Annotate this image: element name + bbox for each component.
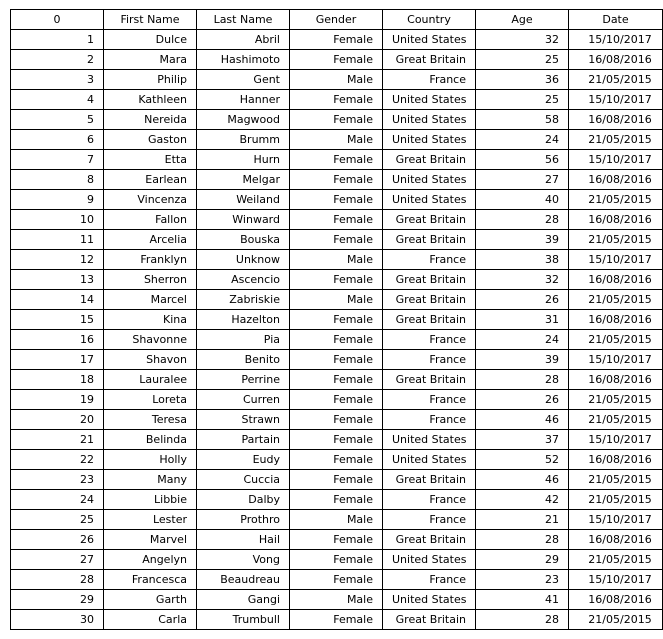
cell-country: France bbox=[383, 570, 476, 590]
cell-age: 25 bbox=[476, 90, 569, 110]
cell-gender: Male bbox=[290, 510, 383, 530]
cell-age: 28 bbox=[476, 210, 569, 230]
cell-last-name: Perrine bbox=[197, 370, 290, 390]
cell-gender: Female bbox=[290, 30, 383, 50]
cell-gender: Female bbox=[290, 310, 383, 330]
cell-index: 26 bbox=[11, 530, 104, 550]
cell-gender: Female bbox=[290, 570, 383, 590]
cell-first-name: Marvel bbox=[104, 530, 197, 550]
cell-index: 19 bbox=[11, 390, 104, 410]
table-row bbox=[11, 250, 663, 270]
cell-age: 37 bbox=[476, 430, 569, 450]
cell-gender: Female bbox=[290, 230, 383, 250]
cell-index: 4 bbox=[11, 90, 104, 110]
cell-date: 21/05/2015 bbox=[569, 130, 663, 150]
cell-country: Great Britain bbox=[383, 470, 476, 490]
table-row bbox=[11, 270, 663, 290]
cell-last-name: Gent bbox=[197, 70, 290, 90]
table-row bbox=[11, 170, 663, 190]
cell-age: 36 bbox=[476, 70, 569, 90]
header-age: Age bbox=[476, 10, 569, 30]
cell-gender: Female bbox=[290, 390, 383, 410]
cell-last-name: Winward bbox=[197, 210, 290, 230]
cell-age: 23 bbox=[476, 570, 569, 590]
cell-last-name: Ascencio bbox=[197, 270, 290, 290]
cell-date: 21/05/2015 bbox=[569, 610, 663, 630]
cell-index: 15 bbox=[11, 310, 104, 330]
cell-first-name: Loreta bbox=[104, 390, 197, 410]
cell-country: United States bbox=[383, 110, 476, 130]
cell-first-name: Lauralee bbox=[104, 370, 197, 390]
cell-country: United States bbox=[383, 90, 476, 110]
cell-age: 31 bbox=[476, 310, 569, 330]
cell-first-name: Shavonne bbox=[104, 330, 197, 350]
cell-index: 23 bbox=[11, 470, 104, 490]
cell-first-name: Philip bbox=[104, 70, 197, 90]
table-row bbox=[11, 490, 663, 510]
cell-date: 16/08/2016 bbox=[569, 530, 663, 550]
cell-country: Great Britain bbox=[383, 210, 476, 230]
table-row bbox=[11, 90, 663, 110]
cell-last-name: Zabriskie bbox=[197, 290, 290, 310]
cell-date: 21/05/2015 bbox=[569, 550, 663, 570]
table-row bbox=[11, 150, 663, 170]
cell-age: 26 bbox=[476, 390, 569, 410]
cell-last-name: Beaudreau bbox=[197, 570, 290, 590]
cell-index: 3 bbox=[11, 70, 104, 90]
cell-gender: Female bbox=[290, 610, 383, 630]
cell-country: United States bbox=[383, 430, 476, 450]
cell-gender: Female bbox=[290, 530, 383, 550]
cell-country: France bbox=[383, 390, 476, 410]
table-row bbox=[11, 190, 663, 210]
cell-last-name: Prothro bbox=[197, 510, 290, 530]
cell-last-name: Hurn bbox=[197, 150, 290, 170]
cell-date: 15/10/2017 bbox=[569, 430, 663, 450]
cell-last-name: Bouska bbox=[197, 230, 290, 250]
cell-index: 30 bbox=[11, 610, 104, 630]
table-row bbox=[11, 310, 663, 330]
table-header-row bbox=[11, 10, 663, 30]
cell-first-name: Fallon bbox=[104, 210, 197, 230]
cell-date: 15/10/2017 bbox=[569, 250, 663, 270]
cell-index: 17 bbox=[11, 350, 104, 370]
cell-last-name: Pia bbox=[197, 330, 290, 350]
cell-country: Great Britain bbox=[383, 370, 476, 390]
cell-index: 5 bbox=[11, 110, 104, 130]
cell-first-name: Angelyn bbox=[104, 550, 197, 570]
cell-gender: Female bbox=[290, 470, 383, 490]
cell-index: 16 bbox=[11, 330, 104, 350]
cell-gender: Female bbox=[290, 170, 383, 190]
cell-country: United States bbox=[383, 550, 476, 570]
cell-date: 21/05/2015 bbox=[569, 490, 663, 510]
cell-gender: Female bbox=[290, 410, 383, 430]
table-row bbox=[11, 550, 663, 570]
cell-first-name: Etta bbox=[104, 150, 197, 170]
cell-gender: Male bbox=[290, 590, 383, 610]
cell-first-name: Earlean bbox=[104, 170, 197, 190]
cell-country: France bbox=[383, 510, 476, 530]
cell-last-name: Melgar bbox=[197, 170, 290, 190]
header-gender: Gender bbox=[290, 10, 383, 30]
cell-gender: Female bbox=[290, 330, 383, 350]
cell-date: 15/10/2017 bbox=[569, 570, 663, 590]
cell-country: France bbox=[383, 410, 476, 430]
cell-date: 15/10/2017 bbox=[569, 510, 663, 530]
cell-date: 16/08/2016 bbox=[569, 370, 663, 390]
cell-gender: Female bbox=[290, 190, 383, 210]
cell-gender: Female bbox=[290, 210, 383, 230]
cell-last-name: Hail bbox=[197, 530, 290, 550]
cell-age: 28 bbox=[476, 530, 569, 550]
cell-age: 29 bbox=[476, 550, 569, 570]
cell-index: 28 bbox=[11, 570, 104, 590]
cell-last-name: Abril bbox=[197, 30, 290, 50]
cell-age: 40 bbox=[476, 190, 569, 210]
table-row bbox=[11, 230, 663, 250]
cell-first-name: Arcelia bbox=[104, 230, 197, 250]
cell-last-name: Brumm bbox=[197, 130, 290, 150]
cell-index: 9 bbox=[11, 190, 104, 210]
data-table bbox=[10, 9, 663, 630]
cell-first-name: Libbie bbox=[104, 490, 197, 510]
cell-gender: Male bbox=[290, 130, 383, 150]
cell-country: France bbox=[383, 330, 476, 350]
table-row bbox=[11, 210, 663, 230]
cell-age: 26 bbox=[476, 290, 569, 310]
cell-index: 21 bbox=[11, 430, 104, 450]
cell-date: 15/10/2017 bbox=[569, 350, 663, 370]
cell-index: 24 bbox=[11, 490, 104, 510]
table-body bbox=[11, 30, 663, 630]
cell-last-name: Trumbull bbox=[197, 610, 290, 630]
table-row bbox=[11, 610, 663, 630]
cell-first-name: Lester bbox=[104, 510, 197, 530]
cell-first-name: Sherron bbox=[104, 270, 197, 290]
cell-first-name: Kina bbox=[104, 310, 197, 330]
cell-gender: Male bbox=[290, 290, 383, 310]
cell-age: 32 bbox=[476, 270, 569, 290]
cell-age: 42 bbox=[476, 490, 569, 510]
cell-first-name: Teresa bbox=[104, 410, 197, 430]
cell-country: Great Britain bbox=[383, 310, 476, 330]
cell-country: United States bbox=[383, 450, 476, 470]
cell-country: Great Britain bbox=[383, 50, 476, 70]
cell-country: United States bbox=[383, 170, 476, 190]
cell-date: 16/08/2016 bbox=[569, 270, 663, 290]
cell-country: France bbox=[383, 70, 476, 90]
header-first-name: First Name bbox=[104, 10, 197, 30]
cell-index: 11 bbox=[11, 230, 104, 250]
cell-first-name: Francesca bbox=[104, 570, 197, 590]
cell-age: 39 bbox=[476, 230, 569, 250]
header-index: 0 bbox=[11, 10, 104, 30]
cell-country: United States bbox=[383, 590, 476, 610]
cell-gender: Female bbox=[290, 350, 383, 370]
cell-gender: Male bbox=[290, 70, 383, 90]
table-row bbox=[11, 590, 663, 610]
cell-date: 15/10/2017 bbox=[569, 90, 663, 110]
cell-country: United States bbox=[383, 130, 476, 150]
cell-gender: Female bbox=[290, 110, 383, 130]
cell-first-name: Nereida bbox=[104, 110, 197, 130]
cell-age: 38 bbox=[476, 250, 569, 270]
cell-gender: Female bbox=[290, 90, 383, 110]
table-row bbox=[11, 430, 663, 450]
cell-gender: Female bbox=[290, 490, 383, 510]
header-date: Date bbox=[569, 10, 663, 30]
cell-last-name: Vong bbox=[197, 550, 290, 570]
cell-index: 22 bbox=[11, 450, 104, 470]
cell-index: 12 bbox=[11, 250, 104, 270]
table-row bbox=[11, 70, 663, 90]
cell-country: France bbox=[383, 250, 476, 270]
cell-first-name: Garth bbox=[104, 590, 197, 610]
cell-index: 6 bbox=[11, 130, 104, 150]
cell-country: Great Britain bbox=[383, 270, 476, 290]
cell-date: 21/05/2015 bbox=[569, 390, 663, 410]
cell-date: 21/05/2015 bbox=[569, 230, 663, 250]
cell-index: 10 bbox=[11, 210, 104, 230]
cell-first-name: Shavon bbox=[104, 350, 197, 370]
table-row bbox=[11, 110, 663, 130]
cell-last-name: Dalby bbox=[197, 490, 290, 510]
cell-date: 16/08/2016 bbox=[569, 450, 663, 470]
cell-age: 24 bbox=[476, 130, 569, 150]
cell-gender: Female bbox=[290, 50, 383, 70]
cell-first-name: Vincenza bbox=[104, 190, 197, 210]
cell-first-name: Many bbox=[104, 470, 197, 490]
table-row bbox=[11, 30, 663, 50]
cell-age: 25 bbox=[476, 50, 569, 70]
table-row bbox=[11, 450, 663, 470]
cell-index: 13 bbox=[11, 270, 104, 290]
cell-gender: Female bbox=[290, 370, 383, 390]
cell-age: 21 bbox=[476, 510, 569, 530]
cell-age: 46 bbox=[476, 470, 569, 490]
cell-first-name: Mara bbox=[104, 50, 197, 70]
cell-country: Great Britain bbox=[383, 530, 476, 550]
cell-last-name: Weiland bbox=[197, 190, 290, 210]
cell-date: 16/08/2016 bbox=[569, 50, 663, 70]
table-row bbox=[11, 470, 663, 490]
cell-index: 8 bbox=[11, 170, 104, 190]
cell-first-name: Carla bbox=[104, 610, 197, 630]
cell-age: 46 bbox=[476, 410, 569, 430]
cell-date: 21/05/2015 bbox=[569, 410, 663, 430]
cell-gender: Male bbox=[290, 250, 383, 270]
cell-age: 58 bbox=[476, 110, 569, 130]
cell-first-name: Franklyn bbox=[104, 250, 197, 270]
cell-last-name: Eudy bbox=[197, 450, 290, 470]
cell-date: 15/10/2017 bbox=[569, 150, 663, 170]
table-row bbox=[11, 330, 663, 350]
cell-age: 32 bbox=[476, 30, 569, 50]
data-table-container bbox=[10, 9, 652, 630]
cell-index: 25 bbox=[11, 510, 104, 530]
cell-first-name: Gaston bbox=[104, 130, 197, 150]
cell-last-name: Curren bbox=[197, 390, 290, 410]
cell-last-name: Gangi bbox=[197, 590, 290, 610]
table-row bbox=[11, 390, 663, 410]
cell-index: 7 bbox=[11, 150, 104, 170]
table-row bbox=[11, 50, 663, 70]
cell-date: 16/08/2016 bbox=[569, 170, 663, 190]
table-row bbox=[11, 530, 663, 550]
table-row bbox=[11, 370, 663, 390]
cell-index: 14 bbox=[11, 290, 104, 310]
cell-age: 28 bbox=[476, 370, 569, 390]
cell-first-name: Kathleen bbox=[104, 90, 197, 110]
cell-country: United States bbox=[383, 30, 476, 50]
cell-date: 16/08/2016 bbox=[569, 310, 663, 330]
cell-first-name: Belinda bbox=[104, 430, 197, 450]
cell-country: Great Britain bbox=[383, 610, 476, 630]
table-row bbox=[11, 130, 663, 150]
cell-first-name: Marcel bbox=[104, 290, 197, 310]
cell-last-name: Partain bbox=[197, 430, 290, 450]
cell-date: 16/08/2016 bbox=[569, 110, 663, 130]
cell-last-name: Cuccia bbox=[197, 470, 290, 490]
table-row bbox=[11, 290, 663, 310]
cell-index: 18 bbox=[11, 370, 104, 390]
cell-gender: Female bbox=[290, 430, 383, 450]
cell-gender: Female bbox=[290, 550, 383, 570]
cell-last-name: Hanner bbox=[197, 90, 290, 110]
cell-first-name: Holly bbox=[104, 450, 197, 470]
cell-country: Great Britain bbox=[383, 230, 476, 250]
cell-index: 1 bbox=[11, 30, 104, 50]
cell-age: 27 bbox=[476, 170, 569, 190]
cell-age: 56 bbox=[476, 150, 569, 170]
cell-last-name: Magwood bbox=[197, 110, 290, 130]
cell-index: 20 bbox=[11, 410, 104, 430]
cell-index: 29 bbox=[11, 590, 104, 610]
cell-gender: Female bbox=[290, 450, 383, 470]
cell-age: 24 bbox=[476, 330, 569, 350]
cell-gender: Female bbox=[290, 150, 383, 170]
cell-last-name: Benito bbox=[197, 350, 290, 370]
cell-date: 21/05/2015 bbox=[569, 330, 663, 350]
header-country: Country bbox=[383, 10, 476, 30]
cell-age: 52 bbox=[476, 450, 569, 470]
cell-country: France bbox=[383, 350, 476, 370]
cell-date: 21/05/2015 bbox=[569, 470, 663, 490]
cell-date: 21/05/2015 bbox=[569, 190, 663, 210]
cell-first-name: Dulce bbox=[104, 30, 197, 50]
cell-last-name: Strawn bbox=[197, 410, 290, 430]
cell-age: 41 bbox=[476, 590, 569, 610]
cell-date: 16/08/2016 bbox=[569, 590, 663, 610]
cell-date: 21/05/2015 bbox=[569, 290, 663, 310]
table-row bbox=[11, 570, 663, 590]
cell-country: United States bbox=[383, 190, 476, 210]
cell-country: France bbox=[383, 490, 476, 510]
cell-index: 2 bbox=[11, 50, 104, 70]
cell-last-name: Unknow bbox=[197, 250, 290, 270]
cell-age: 39 bbox=[476, 350, 569, 370]
table-row bbox=[11, 510, 663, 530]
cell-date: 15/10/2017 bbox=[569, 30, 663, 50]
cell-date: 21/05/2015 bbox=[569, 70, 663, 90]
table-row bbox=[11, 350, 663, 370]
cell-index: 27 bbox=[11, 550, 104, 570]
cell-last-name: Hazelton bbox=[197, 310, 290, 330]
cell-age: 28 bbox=[476, 610, 569, 630]
table-row bbox=[11, 410, 663, 430]
cell-gender: Female bbox=[290, 270, 383, 290]
header-last-name: Last Name bbox=[197, 10, 290, 30]
cell-country: Great Britain bbox=[383, 150, 476, 170]
cell-country: Great Britain bbox=[383, 290, 476, 310]
cell-date: 16/08/2016 bbox=[569, 210, 663, 230]
cell-last-name: Hashimoto bbox=[197, 50, 290, 70]
